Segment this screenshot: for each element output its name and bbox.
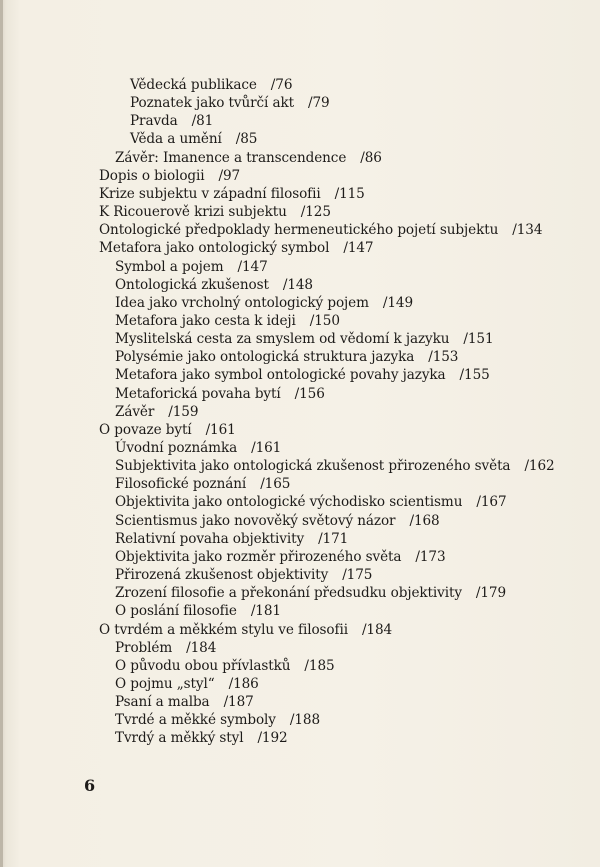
toc-entry-page: /85 <box>235 131 258 148</box>
toc-entry-title: K Ricouerově krizi subjektu <box>99 204 287 221</box>
toc-entry-title: Tvrdý a měkký styl <box>115 730 244 747</box>
toc-entry-page: /76 <box>270 77 293 93</box>
toc-entry-page: /125 <box>300 204 331 221</box>
toc-entry <box>99 185 365 203</box>
toc-entry-page: /161 <box>205 421 236 438</box>
page-edge <box>0 0 3 867</box>
toc-entry <box>115 493 507 511</box>
toc-entry-page: /151 <box>463 331 494 348</box>
toc-entry-title: Scientismus jako novověký světový názor <box>115 512 396 529</box>
toc-entry <box>99 167 240 185</box>
toc-entry-page: /148 <box>282 276 313 293</box>
toc-entry-title: Filosofické poznání <box>115 476 247 493</box>
toc-entry <box>115 512 440 530</box>
toc-entry-title: Subjektivita jako ontologická zkušenost přirozeného světa <box>115 458 511 475</box>
toc-entry <box>115 439 281 457</box>
toc-entry <box>130 94 330 112</box>
toc-entry-title: Úvodní poznámka <box>115 440 238 456</box>
toc-entry-page: /184 <box>361 621 393 638</box>
toc-entry-title: O poslání filosofie <box>115 603 237 620</box>
toc-entry-title: Psaní a malba <box>115 694 210 711</box>
toc-entry-page: /187 <box>223 694 254 711</box>
toc-entry <box>115 584 506 602</box>
toc-entry-title: Krize subjektu v západní filosofii <box>99 185 321 202</box>
toc-entry <box>115 566 372 584</box>
toc-entry <box>99 203 331 221</box>
toc-entry-title: Metaforická povaha bytí <box>115 385 281 402</box>
toc-entry-page: /97 <box>218 167 241 184</box>
toc-entry-page: /185 <box>304 657 335 674</box>
toc-entry-page: /81 <box>191 113 214 130</box>
toc-entry <box>130 76 292 94</box>
toc-entry-title: Závěr: Imanence a transcendence <box>115 149 347 166</box>
toc-entry-page: /150 <box>309 312 340 329</box>
toc-entry-title: Metafora jako ontologický symbol <box>99 240 330 257</box>
toc-entry-page: /153 <box>428 349 459 366</box>
toc-entry <box>115 602 281 620</box>
toc-entry-title: Ontologické předpoklady hermeneutického pojetí subjektu <box>99 222 499 239</box>
toc-entry <box>115 294 413 312</box>
toc-entry-title: Objektivita jako rozměr přirozeného světa <box>115 548 402 565</box>
toc-entry <box>115 403 198 421</box>
toc-entry-page: /165 <box>260 476 291 493</box>
toc-entry-page: /188 <box>289 712 321 729</box>
toc-entry-title: Idea jako vrcholný ontologický pojem <box>115 294 369 311</box>
toc-entry-page: /173 <box>415 548 446 565</box>
toc-entry-title: Problém <box>115 639 173 656</box>
toc-entry <box>99 421 236 439</box>
toc-entry-page: /171 <box>318 530 349 547</box>
toc-entry <box>115 530 348 548</box>
toc-entry-title: Objektivita jako ontologické východisko scientismu <box>115 494 463 511</box>
toc-entry <box>130 130 257 148</box>
toc-entry-page: /156 <box>294 385 325 402</box>
toc-entry <box>115 276 313 294</box>
toc-entry-page: /115 <box>334 185 365 202</box>
toc-entry-page: /155 <box>459 367 490 384</box>
toc-entry-title: O původu obou přívlastků <box>115 657 291 674</box>
toc-entry-page: /192 <box>257 730 288 747</box>
toc-entry-page: /168 <box>409 512 440 529</box>
toc-entry <box>115 639 216 657</box>
toc-entry-title: Symbol a pojem <box>115 258 224 275</box>
toc-entry-page: /162 <box>524 458 555 475</box>
toc-entry-title: Vědecká publikace <box>130 77 257 93</box>
toc-entry <box>115 457 555 475</box>
toc-entry-title: Relativní povaha objektivity <box>115 530 305 547</box>
toc-entry-page: /184 <box>186 639 217 656</box>
toc-entry-title: Zrození filosofie a překonání předsudku objektivity <box>115 585 462 602</box>
toc-entry <box>115 475 290 493</box>
toc-entry-title: Polysémie jako ontologická struktura jazyka <box>115 349 415 366</box>
toc-entry-page: /86 <box>360 149 382 166</box>
toc-entry-title: Přirozená zkušenost objektivity <box>115 567 329 584</box>
page-number: 6 <box>84 776 96 795</box>
toc-entry <box>115 548 446 566</box>
toc-entry-title: Věda a umění <box>130 131 222 148</box>
toc-entry-page: /161 <box>251 440 282 456</box>
toc-entry <box>115 657 335 675</box>
toc-entry <box>115 729 288 747</box>
toc-entry-title: Myslitelská cesta za smyslem od vědomí k jazyku <box>115 331 450 348</box>
toc-entry-title: Ontologická zkušenost <box>115 276 269 293</box>
toc-entry <box>115 348 458 366</box>
toc-entry-page: /134 <box>512 222 543 239</box>
toc-entry-title: Tvrdé a měkké symboly <box>115 712 276 729</box>
toc-entry-title: Metafora jako cesta k ideji <box>115 312 296 329</box>
toc-entry <box>115 258 268 276</box>
toc-entry-page: /181 <box>250 603 281 620</box>
toc-entry <box>115 312 340 330</box>
toc-entry-title: Dopis o biologii <box>99 167 205 184</box>
toc-entry-title: Závěr <box>115 403 155 420</box>
toc-entry-title: O pojmu „styl“ <box>115 675 215 692</box>
toc-entry-page: /147 <box>343 240 374 257</box>
toc-entry <box>99 239 373 257</box>
toc-entry <box>115 149 382 167</box>
toc-entry-page: /186 <box>228 675 259 692</box>
toc-entry-page: /149 <box>382 294 414 311</box>
toc-entry-page: /79 <box>308 95 330 112</box>
toc-entry-page: /167 <box>476 494 507 511</box>
toc-entry-page: /159 <box>168 403 199 420</box>
toc-entry-title: O povaze bytí <box>99 421 192 438</box>
toc-entry <box>99 221 542 239</box>
toc-entry-page: /175 <box>342 567 373 584</box>
toc-entry <box>115 385 325 403</box>
toc-entry <box>115 330 494 348</box>
toc-entry <box>115 711 320 729</box>
toc-entry-page: /179 <box>475 585 507 602</box>
toc-entry <box>115 693 254 711</box>
toc-entry <box>115 366 490 384</box>
toc-entry-title: O tvrdém a měkkém stylu ve filosofii <box>99 621 348 638</box>
toc-entry <box>99 621 392 639</box>
toc-entry-title: Pravda <box>130 113 178 130</box>
toc-entry-page: /147 <box>237 258 268 275</box>
toc-entry-title: Metafora jako symbol ontologické povahy jazyka <box>115 367 446 384</box>
toc-entry <box>115 675 259 693</box>
toc-entry <box>130 112 213 130</box>
toc-entry-title: Poznatek jako tvůrčí akt <box>130 95 295 112</box>
